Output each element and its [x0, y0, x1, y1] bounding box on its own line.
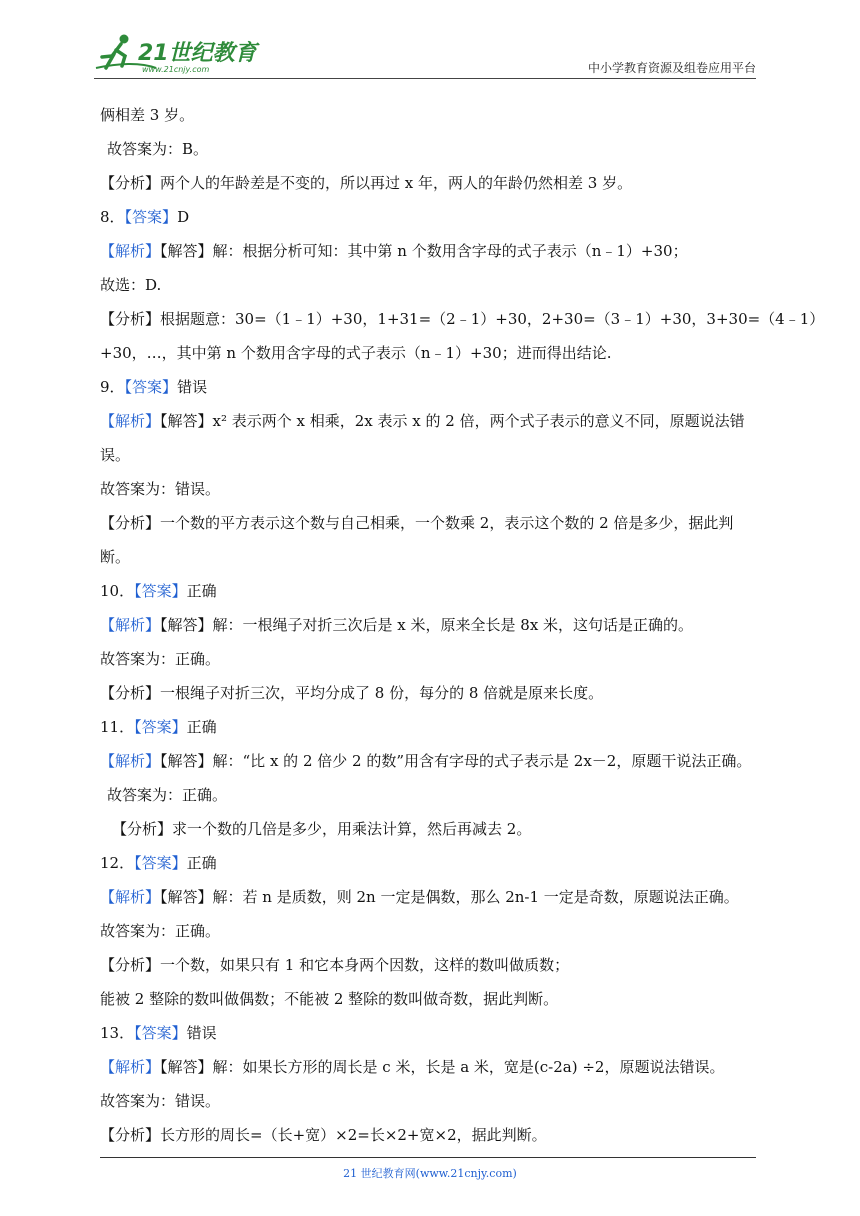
text-segment: 故答案为：错误。 — [100, 1092, 221, 1110]
section-label: 【解析】 — [100, 752, 161, 770]
text-segment: 【分析】长方形的周长=（长+宽）×2=长×2+宽×2，据此判断。 — [100, 1126, 547, 1144]
text-line — [100, 710, 764, 744]
text-line — [100, 1016, 764, 1050]
text-segment: +30，…，其中第 n 个数用含字母的式子表示（n﹣1）+30；进而得出结论. — [100, 344, 612, 362]
text-line — [100, 574, 764, 608]
text-line — [100, 166, 764, 200]
footer-divider — [100, 1157, 756, 1158]
text-line — [100, 1118, 764, 1152]
text-line — [100, 370, 764, 404]
text-line — [100, 336, 764, 370]
text-segment: 错误 — [177, 378, 208, 396]
text-segment: 13． — [100, 1024, 135, 1042]
text-segment: 正确 — [186, 854, 217, 872]
text-segment: 故答案为：正确。 — [107, 786, 228, 804]
text-line — [100, 676, 764, 710]
text-line — [100, 132, 764, 166]
text-line — [100, 948, 764, 982]
text-segment: 能被 2 整除的数叫做偶数；不能被 2 整除的数叫做奇数，据此判断。 — [100, 990, 559, 1008]
text-line — [100, 540, 764, 574]
page-header — [94, 30, 756, 80]
text-line — [100, 234, 764, 268]
section-label: 【解析】 — [100, 616, 161, 634]
text-segment: 故答案为：错误。 — [100, 480, 221, 498]
text-segment: 正确 — [186, 718, 217, 736]
text-line — [100, 268, 764, 302]
text-line — [100, 744, 764, 778]
section-label: 【答案】 — [134, 582, 187, 600]
text-line — [100, 778, 764, 812]
text-line — [100, 812, 764, 846]
text-line — [100, 404, 764, 438]
text-segment: 正确 — [186, 582, 217, 600]
text-segment: 故答案为：正确。 — [100, 922, 221, 940]
text-segment: 【解答】解：如果长方形的周长是 c 米，长是 a 米，宽是(c-2a) ÷2，原题说法错误。 — [160, 1058, 725, 1076]
text-line — [100, 438, 764, 472]
text-segment: 【解答】解：一根绳子对折三次后是 x 米，原来全长是 8x 米，这句话是正确的。 — [160, 616, 694, 634]
page-footer: 21 世纪教育网(www.21cnjy.com) — [343, 1167, 517, 1180]
text-line — [100, 914, 764, 948]
text-segment: 俩相差 3 岁。 — [100, 106, 195, 124]
text-segment: 故选：D. — [100, 276, 162, 294]
text-segment: 11． — [100, 718, 135, 736]
text-line — [100, 1050, 764, 1084]
logo-url: www.21cnjy.com — [142, 65, 210, 74]
text-line — [100, 642, 764, 676]
section-label: 【解析】 — [100, 888, 161, 906]
section-label: 【答案】 — [124, 378, 178, 396]
text-segment: 【解答】x² 表示两个 x 相乘，2x 表示 x 的 2 倍，两个式子表示的意义不同，原题说法错 — [160, 412, 745, 430]
text-segment: 【分析】一个数，如果只有 1 和它本身两个因数，这样的数叫做质数； — [100, 956, 570, 974]
document-body — [100, 98, 825, 1152]
text-segment: 故答案为：正确。 — [100, 650, 221, 668]
section-label: 【答案】 — [124, 208, 178, 226]
section-label: 【答案】 — [134, 854, 187, 872]
text-line — [100, 302, 825, 336]
text-line — [100, 846, 764, 880]
text-line — [100, 982, 764, 1016]
section-label: 【答案】 — [134, 718, 187, 736]
text-segment: 【解答】解：根据分析可知：其中第 n 个数用含字母的式子表示（n﹣1）+30； — [160, 242, 688, 260]
logo-title: 21世纪教育 — [138, 41, 257, 66]
text-segment: 12． — [100, 854, 135, 872]
section-label: 【解析】 — [100, 1058, 161, 1076]
text-line — [100, 200, 764, 234]
text-segment: 【解答】解：“比 x 的 2 倍少 2 的数”用含有字母的式子表示是 2x－2，原题干说法正确。 — [160, 752, 752, 770]
text-segment: D — [177, 208, 190, 226]
section-label: 【解析】 — [100, 412, 161, 430]
site-logo — [94, 30, 264, 76]
text-segment: 【分析】求一个数的几倍是多少，用乘法计算，然后再减去 2。 — [112, 820, 532, 838]
text-line — [100, 98, 764, 132]
text-line — [100, 608, 764, 642]
text-segment: 【分析】一个数的平方表示这个数与自己相乘，一个数乘 2，表示这个数的 2 倍是多少，据此判 — [100, 514, 734, 532]
text-line — [100, 880, 764, 914]
text-segment: 【分析】根据题意：30=（1﹣1）+30，1+31=（2﹣1）+30，2+30=（3﹣1）+30，3+30=（4﹣1） — [100, 310, 825, 328]
text-line — [100, 472, 764, 506]
platform-title: 中小学教育资源及组卷应用平台 — [587, 61, 756, 75]
text-segment: 【解答】解：若 n 是质数，则 2n 一定是偶数，那么 2n-1 一定是奇数，原题说法正确。 — [160, 888, 739, 906]
section-label: 【解析】 — [100, 242, 161, 260]
text-segment: 9． — [100, 378, 125, 396]
text-segment: 断。 — [100, 548, 131, 566]
text-line — [100, 1084, 764, 1118]
text-segment: 错误 — [186, 1024, 217, 1042]
text-line — [100, 506, 764, 540]
text-segment: 10． — [100, 582, 135, 600]
text-segment: 8． — [100, 208, 125, 226]
text-segment: 故答案为：B。 — [107, 140, 209, 158]
header-divider — [94, 78, 756, 79]
text-segment: 【分析】一根绳子对折三次，平均分成了 8 份，每分的 8 倍就是原来长度。 — [100, 684, 604, 702]
section-label: 【答案】 — [134, 1024, 187, 1042]
text-segment: 【分析】两个人的年龄差是不变的，所以再过 x 年，两人的年龄仍然相差 3 岁。 — [100, 174, 633, 192]
text-segment: 误。 — [100, 446, 131, 464]
